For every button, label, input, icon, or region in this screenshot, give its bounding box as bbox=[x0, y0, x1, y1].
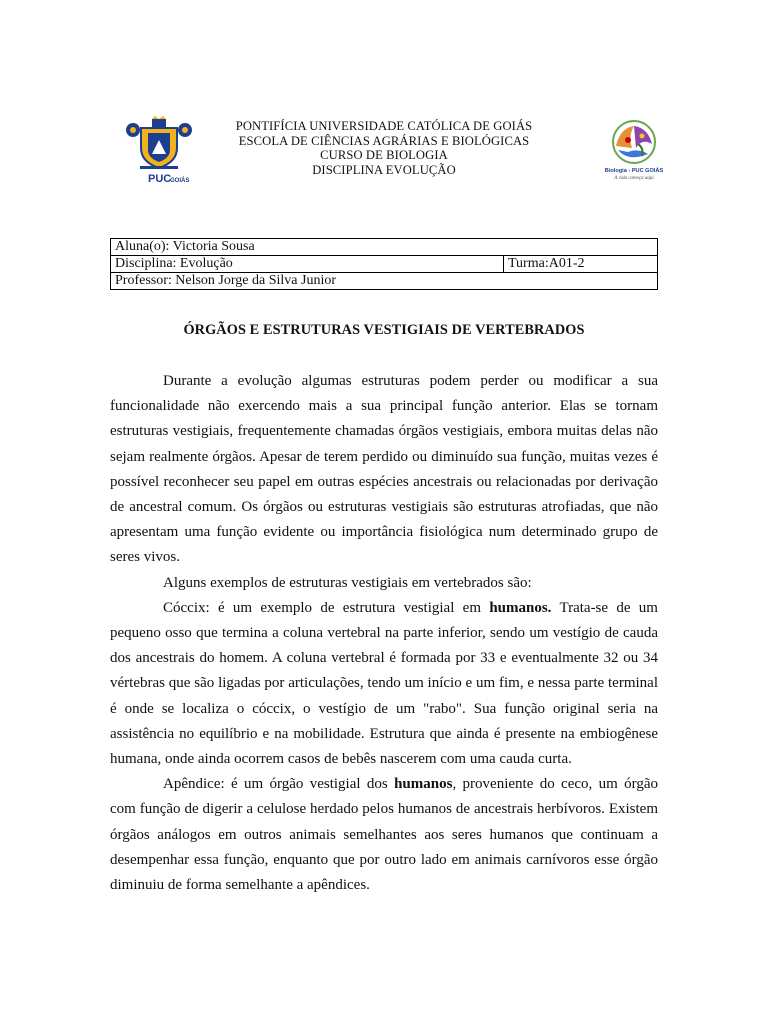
coccyx-text-start: Cóccix: é um exemplo de estrutura vestigial em bbox=[163, 599, 490, 616]
logo-puc-text: PUC bbox=[148, 173, 172, 185]
class-cell: Turma:A01-2 bbox=[504, 256, 658, 273]
crest-icon bbox=[118, 116, 200, 186]
table-row bbox=[111, 239, 658, 256]
course-name: CURSO DE BIOLOGIA bbox=[320, 148, 448, 163]
student-name-cell: Aluna(o): Victoria Sousa bbox=[111, 239, 658, 256]
coccyx-bold-term: humanos. bbox=[489, 599, 552, 616]
paragraph-examples: Alguns exemplos de estruturas vestigiais em vertebrados são: bbox=[163, 574, 532, 591]
logo-tagline: A vida começa aqui bbox=[614, 176, 654, 181]
biology-emblem-icon bbox=[598, 118, 670, 182]
appendix-bold-term: humanos bbox=[394, 776, 453, 793]
paragraph-appendix bbox=[110, 772, 658, 898]
logo-caption: Biologia - PUC GOIÁS bbox=[604, 168, 664, 174]
university-name: PONTIFÍCIA UNIVERSIDADE CATÓLICA DE GOIÁS bbox=[235, 119, 533, 133]
institution-header bbox=[190, 119, 578, 177]
professor-cell: Professor: Nelson Jorge da Silva Junior bbox=[111, 273, 658, 290]
discipline-cell: Disciplina: Evolução bbox=[111, 256, 504, 273]
student-info-table bbox=[110, 238, 658, 290]
document-body bbox=[110, 369, 658, 898]
document-title: ÓRGÃOS E ESTRUTURAS VESTIGIAIS DE VERTEBRADOS bbox=[183, 322, 585, 338]
logo-goias-text: GOIÁS bbox=[170, 178, 190, 184]
appendix-text-start: Apêndice: é um órgão vestigial dos bbox=[163, 776, 395, 793]
discipline-name: DISCIPLINA EVOLUÇÃO bbox=[312, 162, 456, 177]
table-row bbox=[111, 273, 658, 290]
paragraph-intro: Durante a evolução algumas estruturas podem perder ou modificar a sua funcionalidade não exercendo mais a sua principal função anterior. Elas se tornam estruturas vestigiais, frequentemente chamadas órgãos vestigiais, embora muitas delas não sejam realmente órgãos. Apesar de terem perdido ou diminuído sua função, muitas vezes é possível reconhecer seu papel em outras espécies ancestrais ou relacionadas por derivação de ancestral comum. Os órgãos ou estruturas vestigiais são estruturas atrofiadas, que não apresentam uma função evidente ou importância fisiológica num determinado grupo de seres vivos. bbox=[110, 373, 658, 566]
school-name: ESCOLA DE CIÊNCIAS AGRÁRIAS E BIOLÓGICAS bbox=[238, 133, 530, 148]
coccyx-text-end: Trata-se de um pequeno osso que termina a coluna vertebral na parte inferior, sendo um vestígio de cauda dos ancestrais do homem. A coluna vertebral é formada por 33 e eventualmente 32 ou 34 vértebras que são ligadas por articulações, tendo um início e um fim, e nessa parte terminal é onde se localiza o cóccix, o vestígio de um "rabo". Sua função original seria na assistência no equilíbrio e na mobilidade. Estrutura que ainda é presente na embiogênese humana, onde ainda ocorrem casos de bebês nascerem com uma cauda curta. bbox=[110, 599, 658, 768]
puc-goias-logo bbox=[118, 116, 200, 186]
biologia-logo bbox=[598, 118, 670, 182]
paragraph-coccyx bbox=[110, 596, 658, 772]
table-row bbox=[111, 256, 658, 273]
appendix-text-end: , proveniente do ceco, um órgão com função de digerir a celulose herdado pelos humanos de ancestrais herbívoros. Existem órgãos análogos em outros animais semelhantes aos seres humanos que continuam a desempenhar essa função, enquanto que por outro lado em animais carnívoros esse órgão diminuiu de forma semelhante a apêndices. bbox=[110, 776, 659, 894]
